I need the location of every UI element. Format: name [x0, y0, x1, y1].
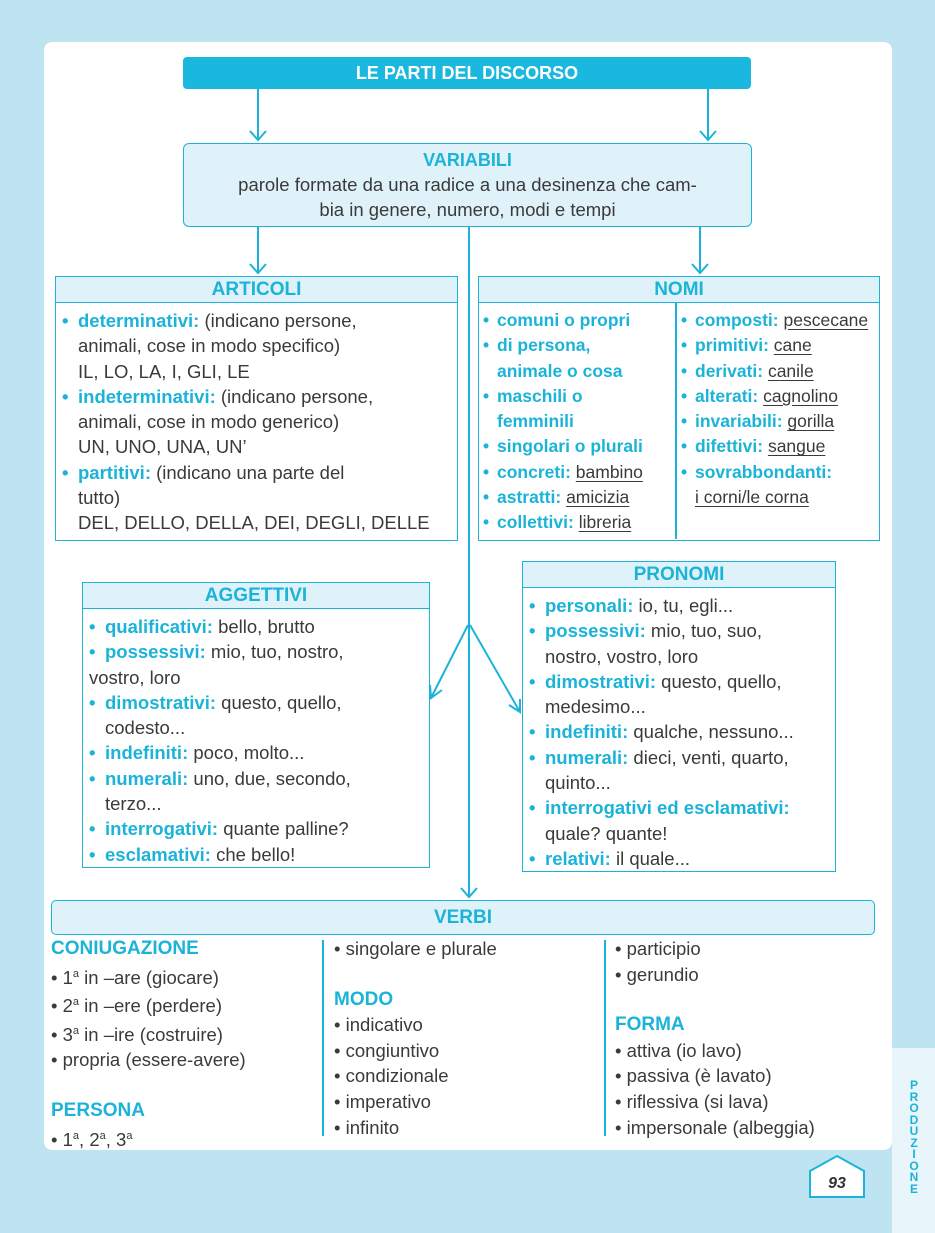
coniugazione-title: CONIUGAZIONE: [51, 938, 199, 959]
list-item: • relativi: il quale...: [523, 846, 835, 871]
list-item: • alterati: cagnolino: [677, 384, 881, 409]
nomi-box: [478, 276, 880, 541]
nomi-right-list: [677, 308, 881, 510]
aggettivi-box: [82, 582, 430, 868]
list-item-cont: animale o cosa: [497, 360, 623, 381]
list-item: • infinito: [334, 1115, 594, 1141]
list-item: • indicativo: [334, 1012, 594, 1038]
list-item: • determinativi: (indicano persone,: [56, 308, 457, 333]
list-item-cont: medesimo...: [545, 696, 646, 718]
list-item: • astratti: amicizia: [479, 485, 675, 510]
list-item: • interrogativi ed esclamativi:: [523, 795, 835, 820]
list-item: • 1$^a$, 2$^a$, 3$^a$: [51, 1124, 321, 1153]
list-item: • comuni o propri: [479, 308, 675, 333]
forma-title: FORMA: [615, 1014, 685, 1036]
variabili-title: VARIABILI: [423, 150, 512, 170]
list-item: • possessivi: mio, tuo, suo,: [523, 618, 835, 643]
list-item: • primitivi: cane: [677, 333, 881, 358]
list-item: • collettivi: libreria: [479, 510, 675, 535]
list-item: • invariabili: gorilla: [677, 409, 881, 434]
list-item-cont: quale? quante!: [545, 822, 668, 844]
list-item: • qualificativi: bello, brutto: [83, 614, 429, 639]
list-item-cont: quinto...: [545, 772, 611, 794]
list-item: • personali: io, tu, egli...: [523, 593, 835, 618]
list-item-cont: i corni/le corna: [695, 487, 809, 508]
modo-title: MODO: [334, 988, 394, 1010]
articoli-list: [56, 303, 457, 536]
list-item: • composti: pescecane: [677, 308, 881, 333]
verbi-title: VERBI: [51, 900, 875, 935]
articoli-box: [55, 276, 458, 541]
list-item: • numerali: dieci, venti, quarto,: [523, 745, 835, 770]
aggettivi-list: [83, 609, 429, 867]
list-item: • riflessiva (si lava): [615, 1089, 875, 1115]
list-item-examples: DEL, DELLO, DELLA, DEI, DEGLI, DELLE: [78, 512, 430, 534]
list-item: • difettivi: sangue: [677, 434, 881, 459]
verbi-col-1: [51, 936, 321, 1152]
list-item: • possessivi: mio, tuo, nostro,: [83, 639, 429, 664]
list-item-cont: tutto): [78, 487, 121, 509]
verbi-col-2: [334, 936, 594, 1140]
list-item: • concreti: bambino: [479, 460, 675, 485]
main-title: LE PARTI DEL DISCORSO: [183, 57, 751, 89]
list-item: • sovrabbondanti:: [677, 460, 881, 485]
variabili-desc-line2: bia in genere, numero, modi e tempi: [319, 199, 616, 220]
list-item-cont: animali, cose in modo specifico): [78, 335, 341, 357]
verbi-separator-2: [604, 940, 606, 1136]
list-item: • gerundio: [615, 962, 875, 988]
list-item: • congiuntivo: [334, 1038, 594, 1064]
list-item: • interrogativi: quante palline?: [83, 816, 429, 841]
list-item: • numerali: uno, due, secondo,: [83, 766, 429, 791]
list-item-cont: nostro, vostro, loro: [545, 645, 699, 667]
list-item: • indefiniti: poco, molto...: [83, 740, 429, 765]
list-item-cont: vostro, loro: [89, 666, 181, 688]
list-item: • dimostrativi: questo, quello,: [523, 669, 835, 694]
pronomi-title: PRONOMI: [523, 562, 835, 588]
pronomi-box: [522, 561, 836, 872]
list-item: • condizionale: [334, 1063, 594, 1089]
list-item: • indefiniti: qualche, nessuno...: [523, 719, 835, 744]
list-item-cont: terzo...: [105, 793, 162, 815]
side-label: P R O D U Z I O N E: [909, 1078, 919, 1196]
list-item: • esclamativi: che bello!: [83, 842, 429, 867]
list-item: • maschili o: [479, 384, 675, 409]
list-item: • imperativo: [334, 1089, 594, 1115]
list-item: • impersonale (albeggia): [615, 1115, 875, 1141]
list-item: • 2$^a$ in –ere (perdere): [51, 990, 321, 1019]
list-item-examples: IL, LO, LA, I, GLI, LE: [78, 360, 250, 382]
list-item: • singolari o plurali: [479, 434, 675, 459]
list-item: • di persona,: [479, 333, 675, 358]
list-item: • derivati: canile: [677, 359, 881, 384]
variabili-box: [183, 143, 752, 227]
nomi-left-list: [479, 308, 675, 536]
list-item: • 1$^a$ in –are (giocare): [51, 962, 321, 991]
list-item-examples: UN, UNO, UNA, UN’: [78, 436, 247, 458]
verbi-col-3: [615, 936, 875, 1140]
list-item: • attiva (io lavo): [615, 1038, 875, 1064]
persona-title: PERSONA: [51, 1099, 145, 1121]
list-item-cont: femminili: [497, 411, 574, 432]
list-item-cont: codesto...: [105, 717, 186, 739]
list-item: • indeterminativi: (indicano persone,: [56, 384, 457, 409]
page-number: 93: [828, 1175, 846, 1192]
list-item: • participio: [615, 936, 875, 962]
pronomi-list: [523, 588, 835, 871]
list-item: • partitivi: (indicano una parte del: [56, 460, 457, 485]
verbi-separator-1: [322, 940, 324, 1136]
nomi-title: NOMI: [479, 277, 879, 303]
variabili-desc-line1: parole formate da una radice a una desinenza che cam-: [238, 174, 697, 195]
aggettivi-title: AGGETTIVI: [83, 583, 429, 609]
list-item: • propria (essere-avere): [51, 1047, 321, 1073]
list-item: • 3$^a$ in –ire (costruire): [51, 1019, 321, 1048]
list-item: • passiva (è lavato): [615, 1063, 875, 1089]
list-item-cont: animali, cose in modo generico): [78, 411, 340, 433]
list-item: • dimostrativi: questo, quello,: [83, 690, 429, 715]
articoli-title: ARTICOLI: [56, 277, 457, 303]
list-item: • singolare e plurale: [334, 936, 594, 962]
